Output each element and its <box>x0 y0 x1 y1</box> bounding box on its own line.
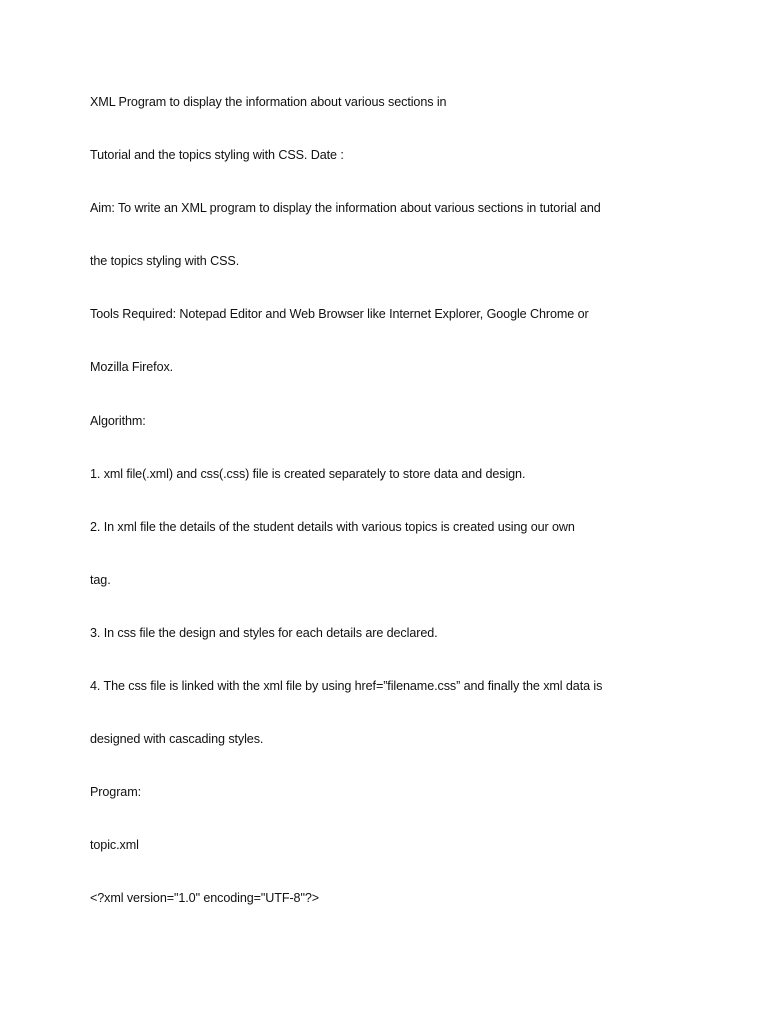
tools-line-1: Tools Required: Notepad Editor and Web Browser like Internet Explorer, Google Chrome or <box>90 307 589 322</box>
title-line-2: Tutorial and the topics styling with CSS. Date : <box>90 148 344 163</box>
algorithm-step-4-line-1: 4. The css file is linked with the xml file by using href=”filename.css” and finally the xml data is <box>90 679 603 694</box>
tools-line-2: Mozilla Firefox. <box>90 360 174 375</box>
algorithm-step-1: 1. xml file(.xml) and css(.css) file is created separately to store data and design. <box>90 466 526 481</box>
program-heading: Program: <box>90 785 141 800</box>
algorithm-heading: Algorithm: <box>90 413 146 428</box>
title-line-1: XML Program to display the information about various sections in <box>90 95 447 109</box>
aim-line-1: Aim: To write an XML program to display the information about various sections in tutorial and <box>90 201 601 216</box>
file-name: topic.xml <box>90 838 139 853</box>
code-line-1: <?xml version="1.0" encoding="UTF-8"?> <box>90 891 319 906</box>
algorithm-step-4-line-2: designed with cascading styles. <box>90 732 264 747</box>
algorithm-step-2-line-2: tag. <box>90 572 111 587</box>
algorithm-step-2-line-1: 2. In xml file the details of the student details with various topics is created using our own <box>90 519 575 534</box>
algorithm-step-3: 3. In css file the design and styles for each details are declared. <box>90 625 438 640</box>
aim-line-2: the topics styling with CSS. <box>90 254 240 269</box>
document-body <box>90 92 730 942</box>
